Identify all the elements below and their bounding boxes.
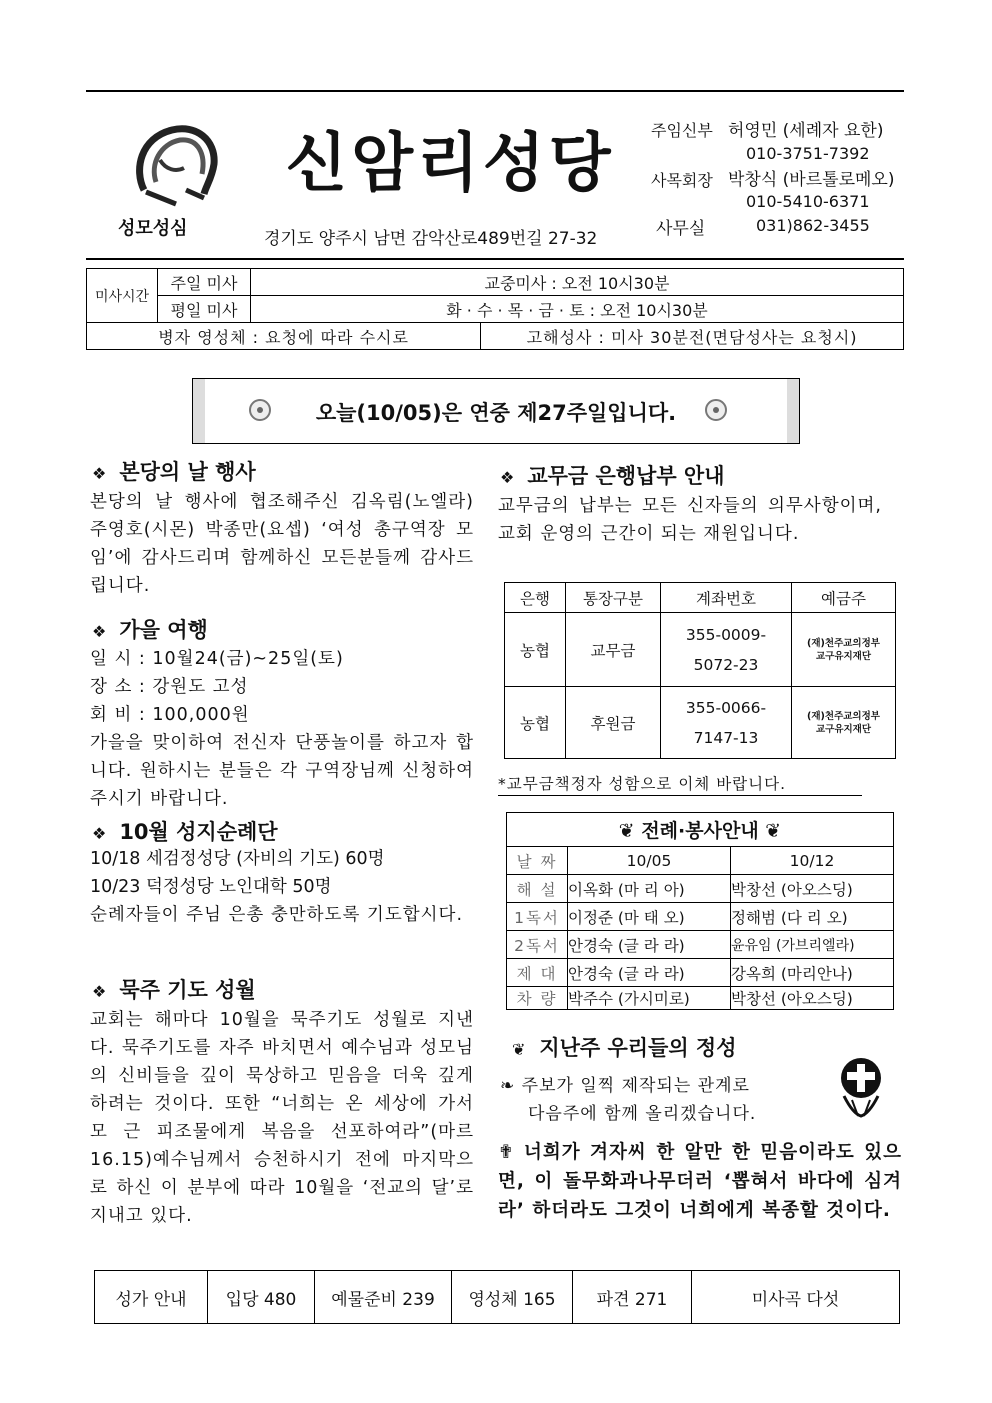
pilgrimage-body: 순례자들이 주님 은총 충만하도록 기도합시다. — [90, 905, 464, 925]
leaf-ornament-icon: ❦ — [512, 1040, 526, 1059]
trip-fee: 회 비 : 100,000원 — [90, 705, 250, 725]
header-rule — [86, 258, 904, 260]
pastor-name: 허영민 (세례자 요한) — [728, 121, 884, 141]
service-person: 이정준 (마 태 오) — [568, 903, 731, 931]
service-person: 정해범 (다 리 오) — [731, 903, 894, 931]
bank-name: 농협 — [505, 613, 566, 687]
section-offering-title: ❦ 지난주 우리들의 정성 — [512, 1036, 737, 1060]
trip-place: 장 소 : 강원도 고성 — [90, 677, 249, 697]
cross-icon: ✟ — [498, 1142, 515, 1163]
floral-bullet-icon: ❧ — [500, 1076, 516, 1096]
account-owner: (재)천주교의정부 교구유지재단 — [792, 613, 896, 687]
hymn-cell: 파견 271 — [573, 1271, 692, 1324]
account-number: 355-0009- 5072-23 — [661, 613, 792, 687]
trip-date: 일 시 : 10월24(금)~25일(토) — [90, 649, 344, 669]
council-phone: 010-5410-6371 — [746, 192, 870, 211]
bank-header: 은행 — [505, 583, 566, 613]
service-role: 해 설 — [507, 875, 568, 903]
table-row — [507, 903, 894, 931]
council-name: 박창식 (바르톨로메오) — [728, 170, 895, 190]
autumn-trip-details — [90, 645, 474, 813]
service-person: 안경숙 (글 라 라) — [568, 959, 731, 987]
top-rule — [86, 90, 904, 92]
bank-note: *교무금책정자 성함으로 이체 바랍니다. — [498, 772, 862, 796]
weekday-mass-time: 화 · 수 · 목 · 금 · 토 : 오전 10시30분 — [251, 296, 904, 323]
bank-name: 농협 — [505, 687, 566, 759]
section-rosary-title: ❖ 묵주 기도 성월 — [92, 978, 256, 1002]
logo-caption: 성모성심 — [118, 218, 188, 239]
account-number: 355-0066- 7147-13 — [661, 687, 792, 759]
pastor-role: 주임신부 — [651, 121, 713, 140]
account-type: 교무금 — [566, 613, 661, 687]
service-date-1: 10/05 — [568, 847, 731, 875]
leaf-ornament-icon: ❦ — [765, 820, 782, 842]
table-row — [507, 875, 894, 903]
bank-header: 계좌번호 — [661, 583, 792, 613]
service-role: 차 량 — [507, 987, 568, 1010]
hymn-cell: 입당 480 — [208, 1271, 315, 1324]
pilgrimage-line-1: 10/18 세검정성당 (자비의 기도) 60명 — [90, 849, 385, 869]
service-person: 박창선 (아오스딩) — [731, 987, 894, 1010]
leaf-ornament-icon: ❦ — [618, 820, 635, 842]
service-person: 윤유임 (가브리엘라) — [731, 931, 894, 959]
diamond-bullet-icon: ❖ — [92, 464, 107, 483]
service-role: 1독서 — [507, 903, 568, 931]
diamond-bullet-icon: ❖ — [92, 982, 107, 1001]
parish-address: 경기도 양주시 남면 감악산로489번길 27-32 — [264, 229, 598, 249]
table-row — [505, 613, 896, 687]
table-row — [505, 687, 896, 759]
service-person: 박창선 (아오스딩) — [731, 875, 894, 903]
hymn-guide-table — [94, 1270, 900, 1324]
service-person: 이옥화 (마 리 아) — [568, 875, 731, 903]
table-row — [507, 959, 894, 987]
account-type: 후원금 — [566, 687, 661, 759]
bank-header: 예금주 — [792, 583, 896, 613]
offering-note: ❧ 주보가 일찍 제작되는 관계로 다음주에 함께 올리겠습니다. — [500, 1076, 757, 1124]
service-person: 강옥희 (마리안나) — [731, 959, 894, 987]
diamond-bullet-icon: ❖ — [92, 824, 107, 843]
pilgrimage-line-2: 10/23 덕정성당 노인대학 50명 — [90, 877, 332, 897]
scripture-quote: ✟ 너희가 겨자씨 한 알만 한 믿음이라도 있으면, 이 돌무화과나무더러 ‘뽑혀서 바다에 심겨라’ 하더라도 그것이 너희에게 복종할 것이다. — [498, 1142, 902, 1221]
hymn-cell: 영성체 165 — [452, 1271, 573, 1324]
confession-info: 고해성사 : 미사 30분전(면담성사는 요청시) — [481, 323, 904, 350]
hymn-cell: 예물준비 239 — [315, 1271, 452, 1324]
table-row — [507, 987, 894, 1010]
pastor-phone: 010-3751-7392 — [746, 144, 870, 163]
office-phone: 031)862-3455 — [756, 216, 870, 235]
parish-title: 신암리성당 — [285, 127, 615, 201]
section-pilgrimage-title: ❖ 10월 성지순례단 — [92, 820, 278, 844]
praying-figure-icon — [836, 1056, 886, 1120]
service-person: 박주수 (가시미로) — [568, 987, 731, 1010]
council-role: 사목회장 — [651, 171, 713, 190]
bank-body: 교무금의 납부는 모든 신자들의 의무사항이며, 교회 운영의 근간이 되는 재원입니다. — [498, 496, 882, 544]
service-role: 제 대 — [507, 959, 568, 987]
bank-header: 통장구분 — [566, 583, 661, 613]
hymn-cell: 성가 안내 — [95, 1271, 208, 1324]
trip-body: 가을을 맞이하여 전신자 단풍놀이를 하고자 합니다. 원하시는 분들은 각 구역장님께 신청하여주시기 바랍니다. — [90, 733, 474, 809]
account-owner: (재)천주교의정부 교구유지재단 — [792, 687, 896, 759]
table-row — [507, 931, 894, 959]
pilgrimage-details — [90, 845, 474, 929]
rosary-body: 교회는 해마다 10월을 묵주기도 성월로 지낸다. 묵주기도를 자주 바치면서 예수님과 성모님의 신비들을 깊이 묵상하고 믿음을 더욱 깊게 하려는 것이다. 또한 “너희는 온 세상에 가서 모 근 피조물에게 복음을 선포하여라”(마르16.15)예수님께서 승천하시기 전에 마지막으로 하신 이 분부에 따라 10월을 ‘전교의 달’로 지내고 있다. — [90, 1010, 474, 1226]
section-autumn-trip-title: ❖ 가을 여행 — [92, 618, 208, 642]
sacred-heart-logo-icon — [126, 120, 226, 208]
service-person: 안경숙 (글 라 라) — [568, 931, 731, 959]
diamond-bullet-icon: ❖ — [92, 622, 107, 641]
mass-times-table — [86, 268, 904, 350]
banner-text: 오늘(10/05)은 연중 제27주일입니다. — [315, 401, 677, 425]
hymn-cell: 미사곡 다섯 — [692, 1271, 900, 1324]
sunday-mass-label: 주일 미사 — [158, 269, 251, 296]
service-role: 2독서 — [507, 931, 568, 959]
section-bank-title: ❖ 교무금 은행납부 안내 — [500, 464, 725, 488]
office-label: 사무실 — [656, 219, 706, 239]
section-parish-day-title: ❖ 본당의 날 행사 — [92, 460, 256, 484]
sick-communion: 병자 영성체 : 요청에 따라 수시로 — [87, 323, 481, 350]
mass-label: 미사시간 — [87, 269, 158, 323]
service-date-2: 10/12 — [731, 847, 894, 875]
date-label: 날 짜 — [507, 847, 568, 875]
sunday-mass-time: 교중미사 : 오전 10시30분 — [251, 269, 904, 296]
liturgy-service-table — [506, 812, 894, 1010]
diamond-bullet-icon: ❖ — [500, 468, 515, 487]
bank-account-table — [504, 582, 896, 759]
service-title: ❦ 전례·봉사안내 ❦ — [507, 813, 894, 847]
parish-day-body: 본당의 날 행사에 협조해주신 김옥림(노엘라) 주영호(시몬) 박종만(요셉) ‘여성 총구역장 모임’에 감사드리며 함께하신 모든분들께 감사드립니다. — [90, 492, 474, 596]
sunday-banner — [192, 378, 800, 444]
weekday-mass-label: 평일 미사 — [158, 296, 251, 323]
